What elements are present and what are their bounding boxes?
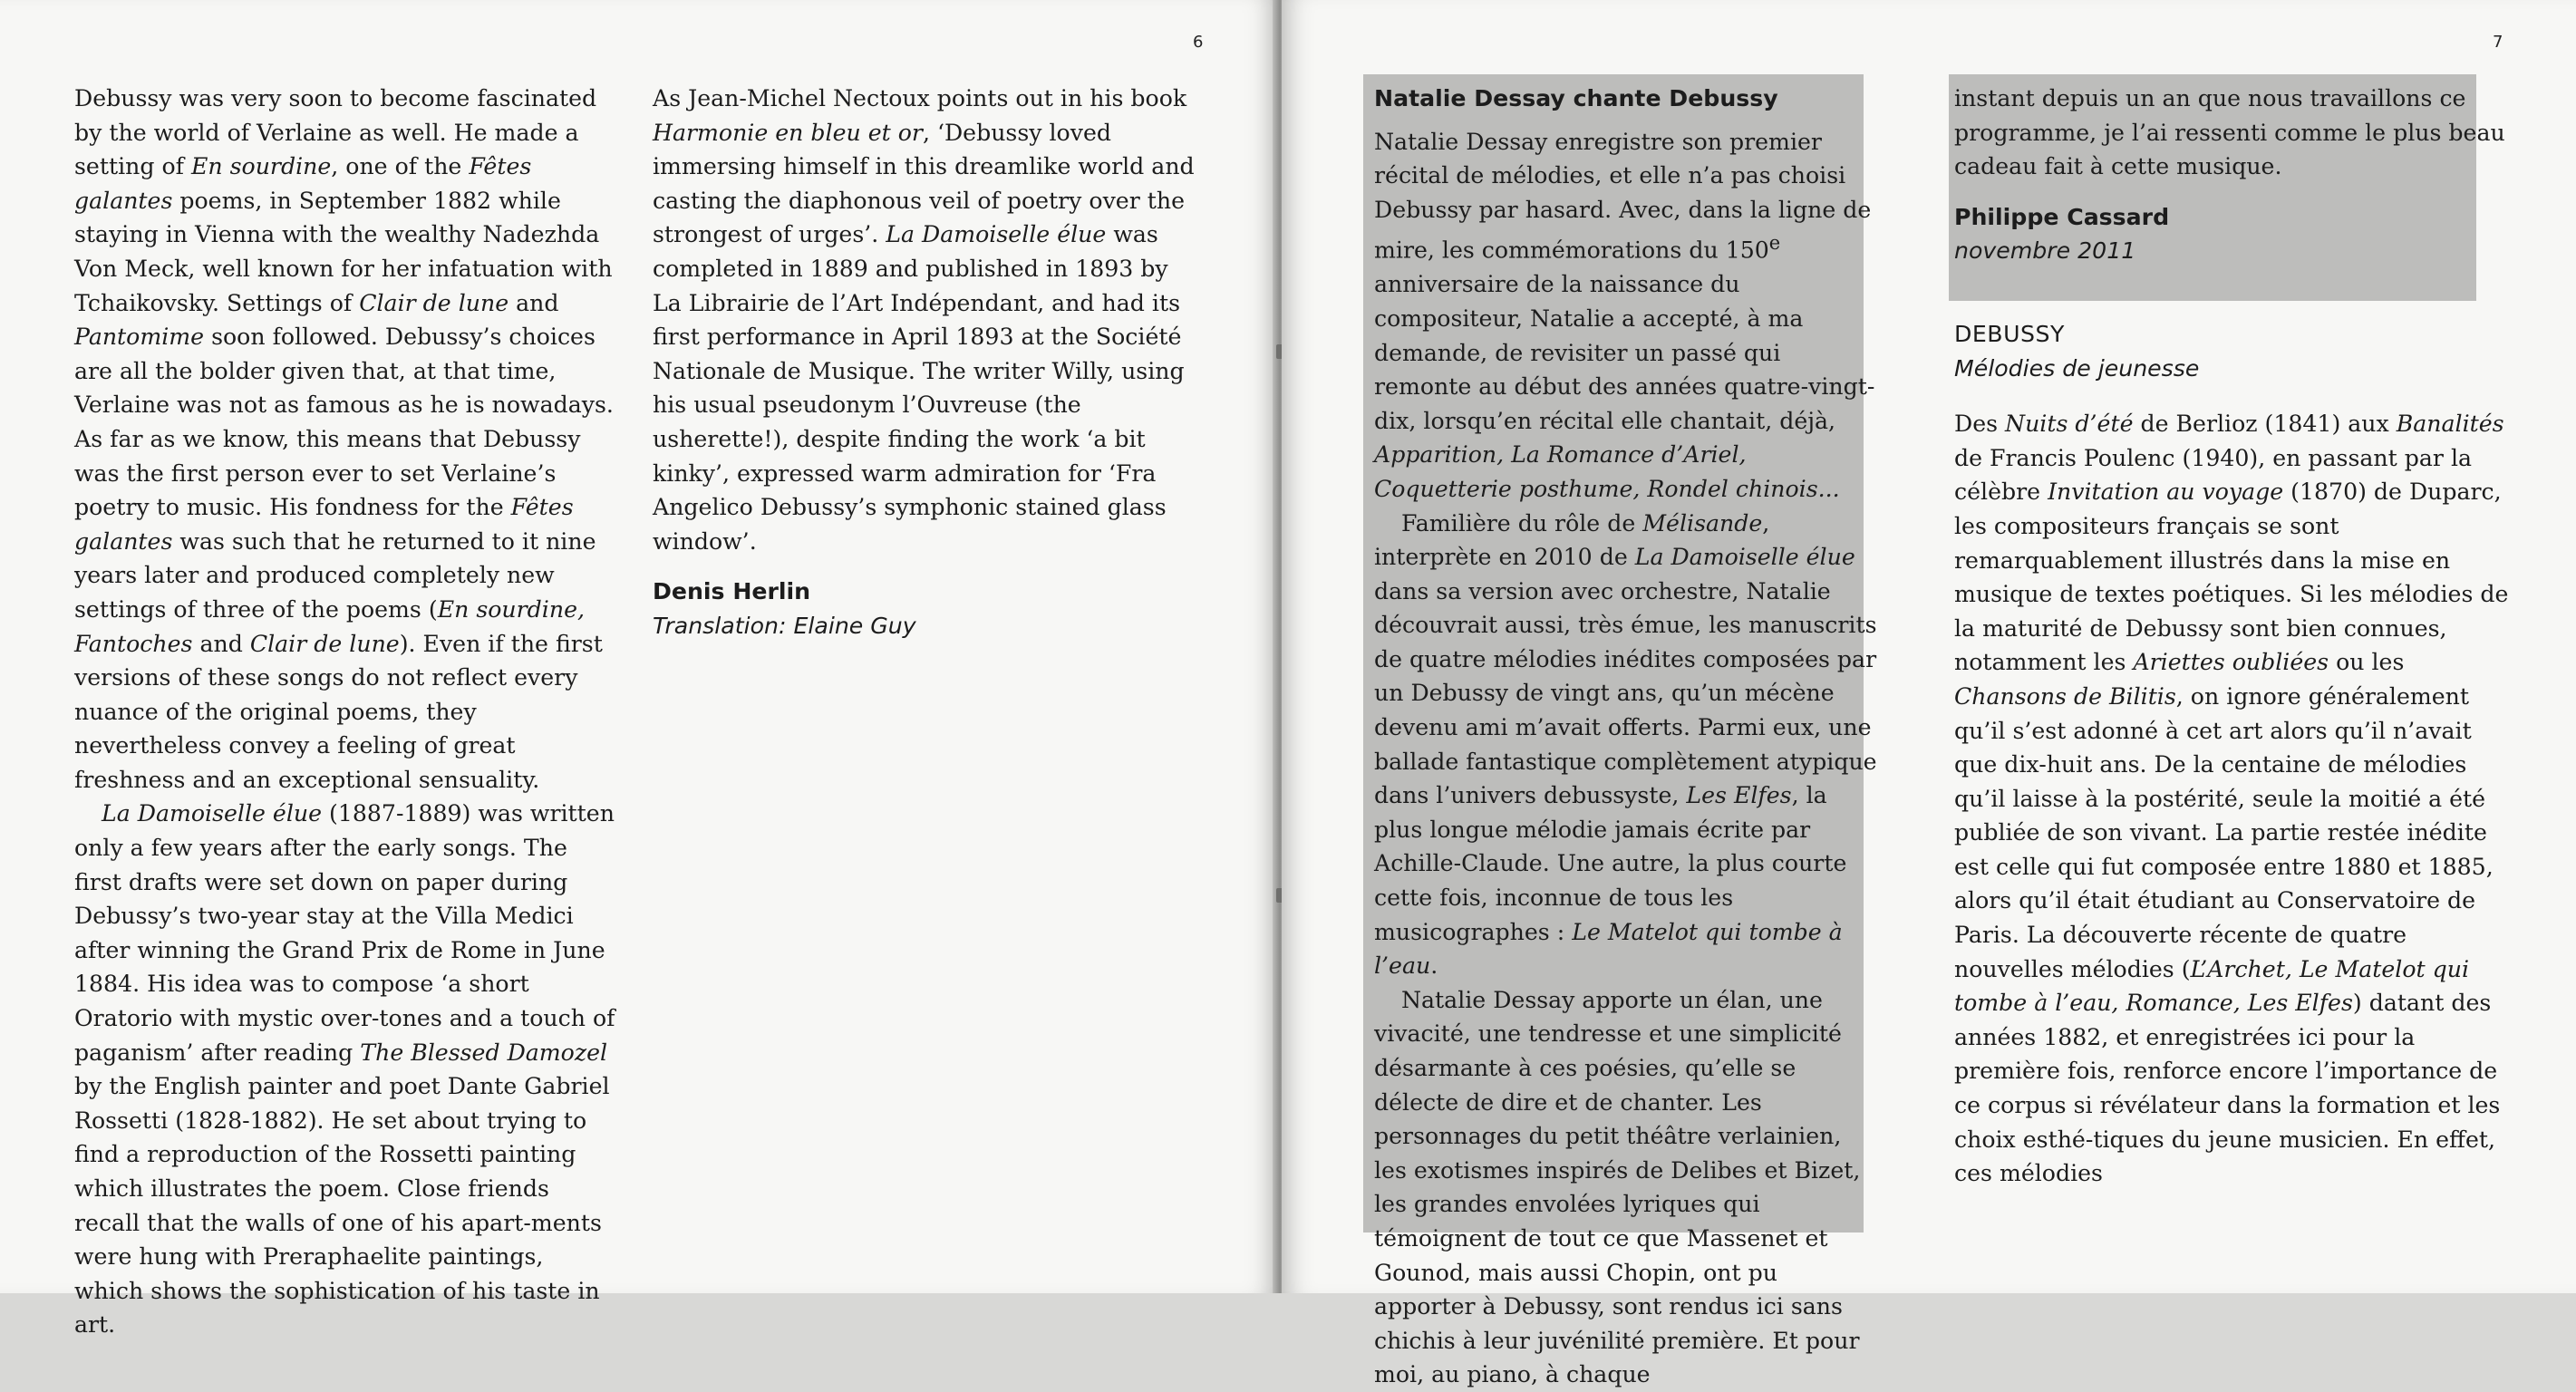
text: , on ignore généralement qu’il s’est adonné à cet art alors qu’il n’avait que dix-huit ans. De la centaine de mélodies qu’il laisse à la postérité, seule la moitié a été publiée de son vivant. La partie restée inédite est celle qui fut composée entre 1880 et 1885, alors qu’il était étudiant au Conservatoire de Paris. La découverte récente de quatre nouvelles mélodies ( bbox=[1954, 682, 2494, 982]
title-italic: Banalités bbox=[2396, 411, 2504, 438]
left-page bbox=[0, 0, 1278, 1339]
text: Debussy was very soon to become fascinated by the world of Verlaine as well. He made a setting of bbox=[74, 85, 597, 180]
title-italic: En sourdine, Fantoches bbox=[74, 595, 585, 657]
french-column-1 bbox=[1374, 82, 1877, 1392]
title-italic: Nuits d’été bbox=[2005, 411, 2134, 438]
text: by the English painter and poet Dante Gabriel Rossetti (1828-1882). He set about trying to find a reproduction of the Rossetti painting which illustrates the poem. Close friends recall that the walls of one of his apart-ments were hung with Preraphaelite paintings, which shows the sophistication of his taste in art. bbox=[74, 1073, 610, 1339]
text: , interprète en 2010 de bbox=[1374, 509, 1770, 571]
text: ou les bbox=[2329, 649, 2405, 676]
text: Natalie Dessay apporte un élan, une vivacité, une tendresse et une simplicité désarmante à ces poésies, qu’elle se délecte de dire et de chanter. Les personnages du petit théâtre verlainien, les exotismes inspirés de Delibes et Bizet, les grandes envolées lyriques qui témoignent de tout ce que Massenet et Gounod, mais aussi Chopin, ont pu apporter à Debussy, sont rendus ici sans chichis à leur juvénilité première. Et pour moi, au piano, à chaque bbox=[1374, 986, 1861, 1388]
english-column-1 bbox=[74, 82, 618, 1342]
paragraph bbox=[1374, 125, 1877, 507]
date-line: novembre 2011 bbox=[1954, 237, 2136, 265]
text: was completed in 1889 and published in 1893 by La Librairie de l’Art Indépendant, and had its first performance in April 1893 at the Société Nationale de Musique. The writer Willy, using his usual pseudonym l’Ouvreuse (the usherette!), despite finding the work ‘a bit kinky’, expressed warm admiration for ‘Fra Angelico Debussy’s symphonic stained glass window’. bbox=[653, 221, 1185, 555]
text: dans sa version avec orchestre, Natalie découvrait aussi, très émue, les manuscrits de quatre mélodies inédites composées par un Debussy de vingt ans, qu’un mécène devenu ami m’avait offerts. Parmi eux, une ballade fantastique complètement atypique dans l’univers debussyste, bbox=[1374, 577, 1877, 809]
paragraph bbox=[74, 82, 618, 797]
text: (1887-1889) was written only a few years after the early songs. The first drafts were set down on paper during Debussy’s two-year stay at the Villa Medici after winning the Grand Prix de Rome in June 1884. His idea was to compose ‘a short Oratorio with mystic over-tones and a touch of paganism’ after reading bbox=[74, 800, 615, 1066]
french-column-2 bbox=[1954, 82, 2516, 1191]
title-italic: Fêtes galantes bbox=[74, 153, 532, 214]
paragraph bbox=[1954, 82, 2516, 184]
title-italic: La Damoiselle élue bbox=[886, 221, 1107, 248]
paragraph bbox=[1954, 407, 2516, 1191]
title-italic: Les Elfes bbox=[1686, 782, 1792, 809]
text: and bbox=[192, 630, 250, 657]
text: ) datant des années 1882, et enregistrées ici pour la première fois, renforce encore l’importance de ce corpus si révélateur dans la formation et les choix esthé-tiques du jeune musicien. En effet, ces mélodies bbox=[1954, 990, 2501, 1187]
text: Familière du rôle de bbox=[1401, 509, 1643, 536]
section-heading: Natalie Dessay chante Debussy bbox=[1374, 85, 1778, 111]
text: . bbox=[1430, 952, 1438, 980]
page-number-right: 7 bbox=[2493, 33, 2503, 52]
author-name: Philippe Cassard bbox=[1954, 203, 2170, 230]
title-italic: Clair de lune bbox=[249, 630, 400, 657]
section-subtitle: Mélodies de jeunesse bbox=[1954, 354, 2200, 382]
text: and bbox=[508, 289, 559, 316]
text: , ‘Debussy loved immersing himself in this dreamlike world and casting the diaphonous veil of poetry over the strongest of urges’. bbox=[653, 119, 1195, 248]
text: (1870) de Duparc, les compositeurs français se sont remarquablement illustrés dans la mise en musique de textes poétiques. Si les mélodies de la maturité de Debussy sont bien connues, notamment les bbox=[1954, 478, 2509, 676]
title-italic: Invitation au voyage bbox=[2048, 478, 2284, 506]
translator-credit: Translation: Elaine Guy bbox=[653, 612, 916, 639]
text: anniversaire de la naissance du compositeur, Natalie a accepté, à ma demande, de revisiter un passé qui remonte au début des années quatre-vingt-dix, lorsqu’en récital elle chantait, déjà, bbox=[1374, 271, 1875, 434]
text: , la plus longue mélodie jamais écrite par Achille-Claude. Une autre, la plus courte cette fois, inconnue de tous les musicographes : bbox=[1374, 782, 1847, 945]
title-italic: Fêtes galantes bbox=[74, 494, 574, 555]
title-italic: Chansons de Bilitis bbox=[1954, 682, 2176, 710]
text: poems, in September 1882 while staying in Vienna with the wealthy Nadezhda Von Meck, well known for her infatuation with Tchaikovsky. Settings of bbox=[74, 187, 613, 316]
text: instant depuis un an que nous travaillons ce programme, je l’ai ressenti comme le plus beau cadeau fait à cette musique. bbox=[1954, 85, 2505, 180]
section-title: DEBUSSY bbox=[1954, 320, 2065, 347]
paragraph bbox=[1374, 983, 1877, 1392]
page-number-left: 6 bbox=[1193, 33, 1204, 52]
title-italic: L’Archet, Le Matelot qui tombe à l’eau, Romance, Les Elfes bbox=[1954, 955, 2470, 1017]
title-italic: La Damoiselle élue bbox=[1634, 544, 1855, 571]
text: was such that he returned to it nine years later and produced completely new settings of three of the poems ( bbox=[74, 527, 596, 623]
title-italic: Le Matelot qui tombe à l’eau bbox=[1374, 918, 1843, 980]
paragraph bbox=[74, 797, 618, 1342]
text: Des bbox=[1954, 411, 2006, 438]
title-italic: Pantomime bbox=[74, 324, 205, 351]
paragraph bbox=[653, 82, 1196, 558]
paragraph bbox=[1374, 507, 1877, 983]
superscript: e bbox=[1768, 232, 1781, 255]
title-italic: Ariettes oubliées bbox=[2133, 649, 2329, 676]
title-italic: En sourdine bbox=[190, 153, 332, 180]
title-italic: La Damoiselle élue bbox=[102, 800, 323, 827]
text: de Berlioz (1841) aux bbox=[2133, 411, 2397, 438]
title-italic: Mélisande bbox=[1642, 509, 1763, 536]
title-italic: Apparition, La Romance d’Ariel, Coquetterie posthume, Rondel chinois... bbox=[1374, 441, 1840, 502]
text: Natalie Dessay enregistre son premier récital de mélodies, et elle n’a pas choisi Debussy par hasard. Avec, dans la ligne de mire, les commémorations du 150 bbox=[1374, 128, 1872, 264]
text: soon followed. Debussy’s choices are all the bolder given that, at that time, Verlaine was not as famous as he is nowadays. As far as we know, this means that Debussy was the first person ever to set Verlaine’s poetry to music. His fondness for the bbox=[74, 324, 614, 521]
title-italic: Clair de lune bbox=[359, 289, 509, 316]
author-name: Denis Herlin bbox=[653, 578, 811, 605]
text: ). Even if the first versions of these songs do not reflect every nuance of the original poems, they nevertheless convey a feeling of great freshness and an exceptional sensuality. bbox=[74, 630, 603, 793]
text: As Jean-Michel Nectoux points out in his book bbox=[653, 85, 1187, 111]
english-column-2 bbox=[653, 82, 1196, 643]
text: , one of the bbox=[331, 153, 470, 180]
text: de Francis Poulenc (1940), en passant par la célèbre bbox=[1954, 444, 2473, 506]
title-italic: The Blessed Damozel bbox=[360, 1039, 608, 1066]
title-italic: Harmonie en bleu et or bbox=[653, 119, 923, 146]
